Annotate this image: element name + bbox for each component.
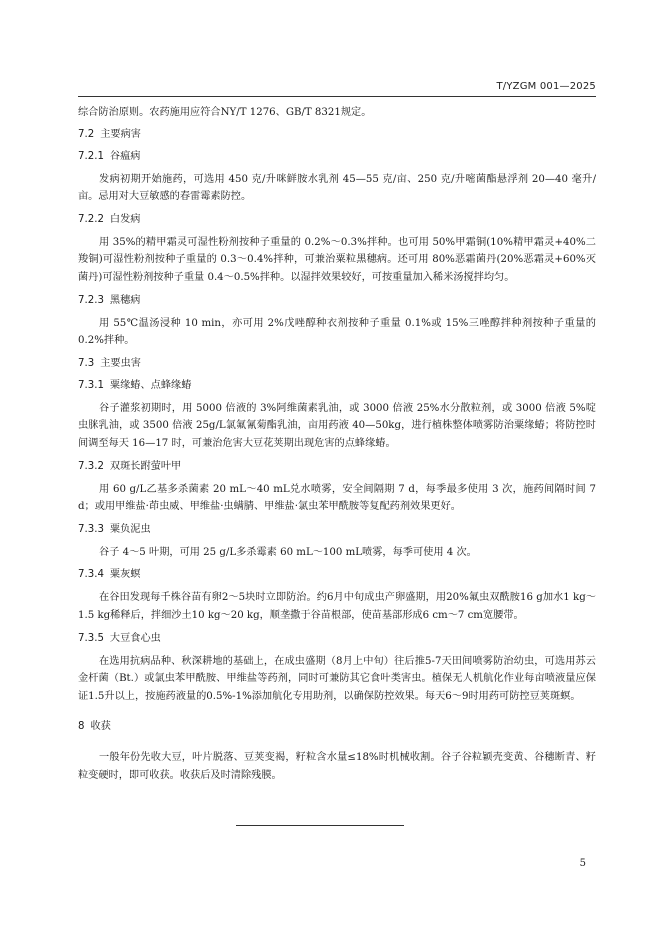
- paragraph-downy-mildew: 用 35%的精甲霜灵可湿性粉剂按种子重量的 0.2%～0.3%拌种。也可用 50%甲霜铜(10%精甲霜灵+40%二羧铜)可湿性粉剂按种子重量的 0.3～0.4%拌种，可兼治粟粒黑穗病。还可用 80%恶霜菌丹(20%恶霜灵+60%灭菌丹)可湿性粉剂按种子重量 0.4～0.5%拌种。以湿拌效果较好，可按重量加入稀米汤搅拌均匀。: [78, 236, 596, 283]
- heading-7-3-4: 7.3.4 粟灰螟: [78, 569, 141, 581]
- heading-7-3: 7.3 主要虫害: [78, 357, 141, 369]
- paragraph-blast-disease: 发病初期开始施药，可选用 450 克/升咪鲜胺水乳剂 45—55 克/亩、250 克/升嘧菌酯悬浮剂 20—40 毫升/亩。忌用对大豆敏感的春雷霉素防控。: [78, 173, 596, 203]
- paragraph-stink-bugs: 谷子灌浆初期时，用 5000 倍液的 3%阿维菌素乳油，或 3000 倍液 25%水分散粒剂，或 3000 倍液 5%啶虫脒乳油，或 3500 倍液 25g/L氯氟氰菊酯乳油，亩用药液 40—50kg，进行植株整体喷雾防治粟缘蝽；将防控时间调至每天 16—17 时，可兼治危害大豆花荚期出现危害的点蜂缘蝽。: [78, 402, 596, 449]
- heading-8: 8 收获: [78, 721, 111, 733]
- paragraph-leaf-beetle: 用 60 g/L乙基多杀菌素 20 mL～40 mL兑水喷雾，安全间隔期 7 d，每季最多使用 3 次，施药间隔时间 7 d；或用甲维盐·茚虫威、甲维盐·虫螨腈、甲维盐·氯虫苯甲酰胺等复配药剂效果更好。: [78, 483, 596, 513]
- page-number: 5: [579, 858, 586, 869]
- heading-7-3-3: 7.3.3 粟负泥虫: [78, 523, 151, 535]
- paragraph-smut: 用 55℃温汤浸种 10 min，亦可用 2%戊唑醇种衣剂按种子重量 0.1%或 15%三唑醇拌种剂按种子重量的 0.2%拌种。: [78, 317, 596, 347]
- paragraph-ipm-principle: 综合防治原则。农药施用应符合NY/T 1276、GB/T 8321规定。: [78, 107, 372, 118]
- document-code: T/YZGM 001—2025: [496, 81, 596, 92]
- document-body: [78, 104, 596, 784]
- paragraph-mud-beetle: 谷子 4～5 叶期，可用 25 g/L多杀霉素 60 mL～100 mL喷雾，每季可使用 4 次。: [99, 546, 477, 558]
- heading-7-2-3: 7.2.3 黑穗病: [78, 294, 141, 306]
- end-rule: [236, 825, 404, 826]
- heading-7-3-1: 7.3.1 粟缘蝽、点蜂缘蝽: [78, 379, 192, 391]
- header-rule: [78, 96, 596, 97]
- heading-7-2-2: 7.2.2 白发病: [78, 213, 141, 225]
- paragraph-stem-borer: 在谷田发现每千株谷苗有卵2～5块时立即防治。约6月中旬成虫产卵盛期，用20%氟虫双酰胺16 g加水1 kg～1.5 kg稀释后，拌细沙土10 kg～20 kg，顺垄撒于谷苗根部，使苗基部形成6 cm～7 cm宽腰带。: [78, 592, 596, 621]
- paragraph-harvest: 一般年份先收大豆，叶片脱落、豆荚变褐，籽粒含水量≤18%时机械收割。谷子谷粒颖壳变黄、谷穗断青、籽粒变硬时，即可收获。收获后及时清除残膜。: [78, 752, 596, 781]
- paragraph-pod-borer: 在选用抗病品种、秋深耕地的基础上，在成虫盛期（8月上中旬）往后推5-7天田间喷雾防治幼虫，可选用苏云金杆菌（Bt.）或氯虫苯甲酰胺、甲维盐等药剂，同时可兼防其它食叶类害虫。植保无人机航化作业每亩喷液量应保证1.5升以上，按施药液量的0.5%-1%添加航化专用助剂，以确保防控效果。每天6～9时用药可防控豆荚斑螟。: [78, 655, 596, 702]
- heading-7-2-1: 7.2.1 谷瘟病: [78, 150, 141, 162]
- heading-7-3-5: 7.3.5 大豆食心虫: [78, 632, 161, 644]
- heading-7-2: 7.2 主要病害: [78, 128, 141, 140]
- heading-7-3-2: 7.3.2 双斑长跗萤叶甲: [78, 460, 182, 472]
